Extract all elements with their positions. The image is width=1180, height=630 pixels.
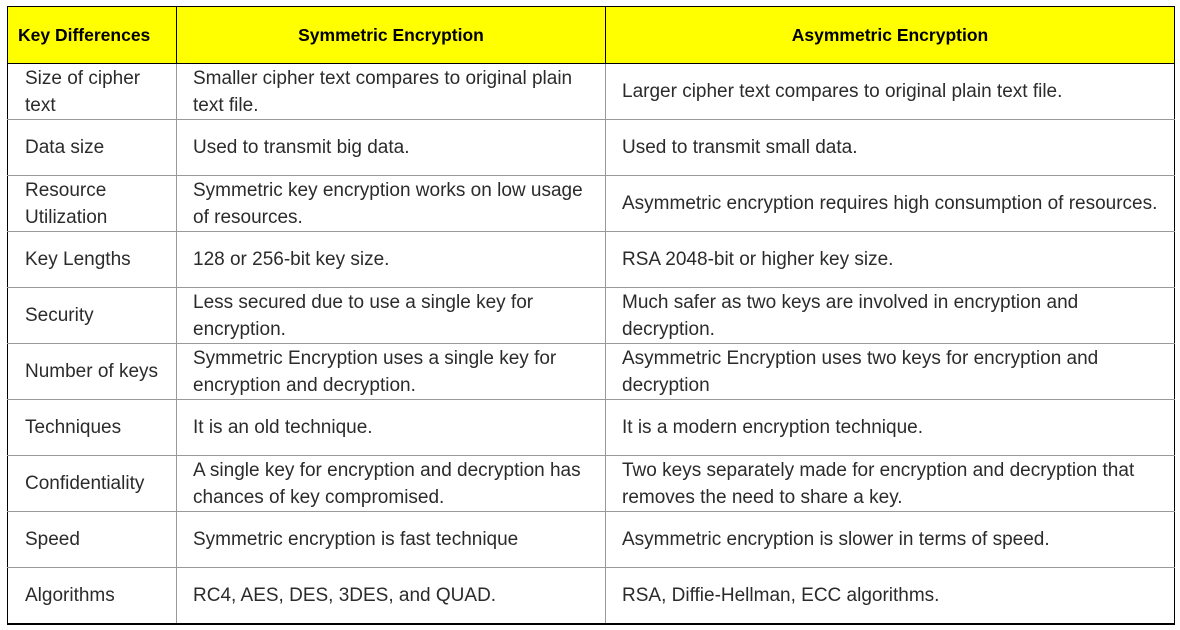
table-row <box>8 232 1175 288</box>
table-row <box>8 64 1175 120</box>
symmetric-cell: Symmetric encryption is fast technique <box>177 512 606 568</box>
row-key: Number of keys <box>8 344 177 400</box>
asymmetric-cell: RSA, Diffie-Hellman, ECC algorithms. <box>606 568 1175 625</box>
asymmetric-cell: Asymmetric encryption is slower in terms of speed. <box>606 512 1175 568</box>
table-row <box>8 176 1175 232</box>
symmetric-cell: Less secured due to use a single key for encryption. <box>177 288 606 344</box>
symmetric-cell: RC4, AES, DES, 3DES, and QUAD. <box>177 568 606 625</box>
row-key: Algorithms <box>8 568 177 625</box>
symmetric-cell: Smaller cipher text compares to original plain text file. <box>177 64 606 120</box>
table-row <box>8 120 1175 176</box>
asymmetric-cell: Much safer as two keys are involved in encryption and decryption. <box>606 288 1175 344</box>
asymmetric-cell: It is a modern encryption technique. <box>606 400 1175 456</box>
asymmetric-cell: Two keys separately made for encryption and decryption that removes the need to share a key. <box>606 456 1175 512</box>
asymmetric-cell: Larger cipher text compares to original plain text file. <box>606 64 1175 120</box>
row-key: Size of cipher text <box>8 64 177 120</box>
symmetric-cell: Used to transmit big data. <box>177 120 606 176</box>
symmetric-cell: A single key for encryption and decryption has chances of key compromised. <box>177 456 606 512</box>
row-key: Speed <box>8 512 177 568</box>
row-key: Key Lengths <box>8 232 177 288</box>
table-row <box>8 512 1175 568</box>
table-row <box>8 344 1175 400</box>
header-key-differences: Key Differences <box>8 7 177 64</box>
table-row <box>8 568 1175 625</box>
asymmetric-cell: Asymmetric Encryption uses two keys for encryption and decryption <box>606 344 1175 400</box>
row-key: Resource Utilization <box>8 176 177 232</box>
header-row <box>8 7 1175 64</box>
table-body <box>8 64 1175 625</box>
asymmetric-cell: RSA 2048-bit or higher key size. <box>606 232 1175 288</box>
header-asymmetric: Asymmetric Encryption <box>606 7 1175 64</box>
symmetric-cell: 128 or 256-bit key size. <box>177 232 606 288</box>
asymmetric-cell: Asymmetric encryption requires high consumption of resources. <box>606 176 1175 232</box>
table-header <box>8 7 1175 64</box>
comparison-table <box>7 6 1175 625</box>
row-key: Security <box>8 288 177 344</box>
table-row <box>8 288 1175 344</box>
row-key: Techniques <box>8 400 177 456</box>
asymmetric-cell: Used to transmit small data. <box>606 120 1175 176</box>
table-row <box>8 400 1175 456</box>
row-key: Data size <box>8 120 177 176</box>
row-key: Confidentiality <box>8 456 177 512</box>
table-row <box>8 456 1175 512</box>
symmetric-cell: Symmetric key encryption works on low usage of resources. <box>177 176 606 232</box>
header-symmetric: Symmetric Encryption <box>177 7 606 64</box>
symmetric-cell: Symmetric Encryption uses a single key for encryption and decryption. <box>177 344 606 400</box>
symmetric-cell: It is an old technique. <box>177 400 606 456</box>
